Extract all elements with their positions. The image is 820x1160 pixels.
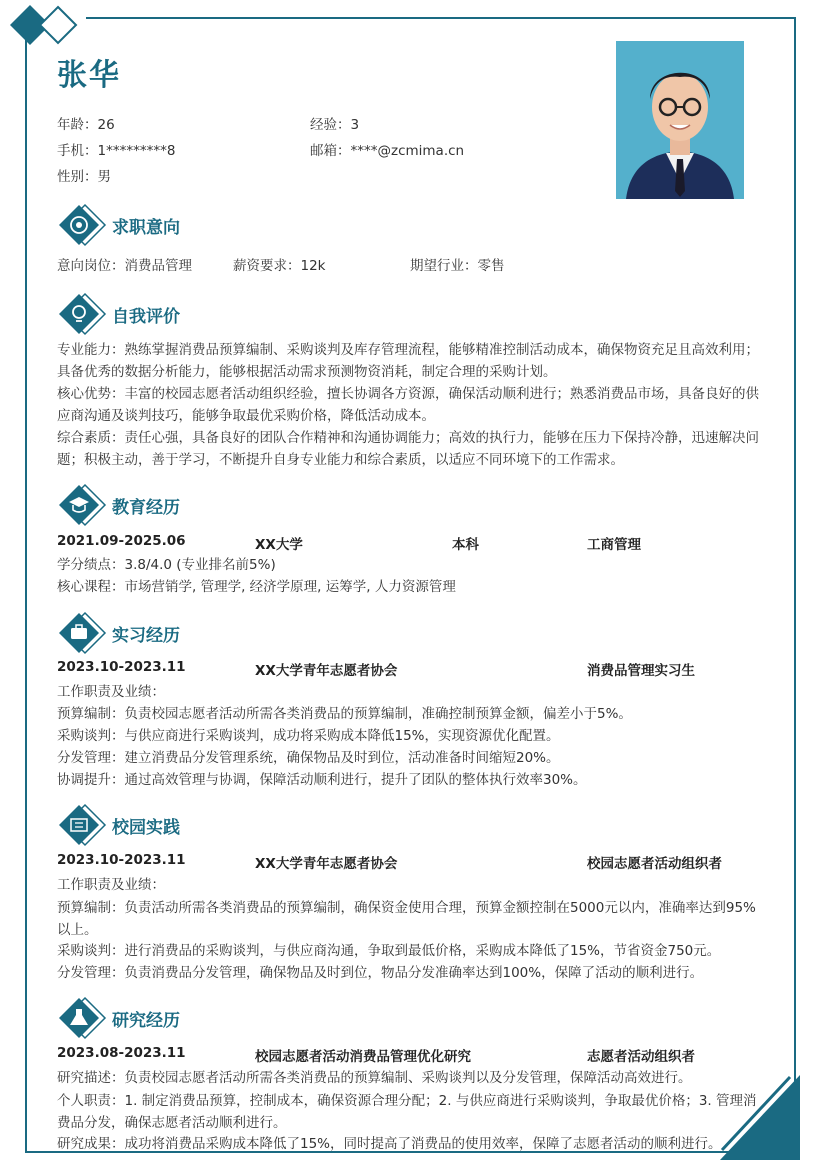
email-field: 邮箱：****@zcmima.cn: [310, 143, 465, 159]
section-title-internship: 实习经历: [112, 626, 180, 646]
research-line: 研究成果：成功将消费品采购成本降低了15%，同时提高了消费品的使用效率，保障了志愿者活动的顺利进行。: [57, 1136, 722, 1152]
profile-photo: [616, 41, 744, 199]
intent-industry: 期望行业：零售: [410, 258, 505, 274]
campus-role: 校园志愿者活动组织者: [587, 856, 722, 872]
section-header-internship: [57, 611, 777, 655]
intern-line: 分发管理：建立消费品分发管理系统，确保物品及时到位，活动准备时间缩短20%。: [57, 750, 560, 766]
intern-line: 协调提升：通过高效管理与协调，保障活动顺利进行，提升了团队的整体执行效率30%。: [57, 772, 587, 788]
intern-line: 预算编制：负责校园志愿者活动所需各类消费品的预算编制，准确控制预算金额，偏差小于5%。: [57, 706, 632, 722]
campus-line: 预算编制：负责活动所需各类消费品的预算编制，确保资金使用合理，预算金额控制在5000元以内，准确率达到95%以上。: [57, 900, 756, 938]
campus-org: XX大学青年志愿者协会: [255, 856, 398, 872]
frame-right-line: [794, 17, 796, 1157]
flask-icon: [57, 996, 109, 1040]
intern-line: 采购谈判：与供应商进行采购谈判，成功将采购成本降低15%，实现资源优化配置。: [57, 728, 560, 744]
experience-field: 经验：3: [310, 117, 360, 133]
intern-role: 消费品管理实习生: [587, 663, 695, 679]
section-title-intent: 求职意向: [112, 218, 180, 238]
research-date: 2023.08-2023.11: [57, 1045, 186, 1061]
campus-line: 采购谈判：进行消费品的采购谈判，与供应商沟通，争取到最低价格，采购成本降低了15%，节省资金750元。: [57, 943, 721, 959]
section-title-campus: 校园实践: [112, 818, 180, 838]
intern-date: 2023.10-2023.11: [57, 659, 186, 675]
lightbulb-icon: [57, 292, 109, 336]
self-eval-professional: 专业能力：熟练掌握消费品预算编制、采购谈判及库存管理流程，能够精准控制活动成本，确保物资充足且高效利用；具备优秀的数据分析能力，能够根据活动需求预测物资消耗，制定合理的采购计划。: [57, 342, 759, 380]
gender-field: 性别：男: [57, 169, 111, 185]
section-title-research: 研究经历: [112, 1011, 180, 1031]
intern-org: XX大学青年志愿者协会: [255, 663, 398, 679]
intern-line: 工作职责及业绩：: [57, 684, 165, 700]
building-icon: [57, 803, 109, 847]
section-title-self: 自我评价: [112, 307, 180, 327]
edu-degree: 本科: [452, 537, 479, 553]
frame-left-line: [25, 40, 27, 1153]
campus-date: 2023.10-2023.11: [57, 852, 186, 868]
age-field: 年龄：26: [57, 117, 115, 133]
self-eval-advantage: 核心优势：丰富的校园志愿者活动组织经验，擅长协调各方资源，确保活动顺利进行；熟悉消费品市场，具备良好的供应商沟通及谈判技巧，能够争取最优采购价格，降低活动成本。: [57, 386, 759, 424]
self-eval-quality: 综合素质：责任心强，具备良好的团队合作精神和沟通协调能力；高效的执行力，能够在压力下保持冷静，迅速解决问题；积极主动，善于学习，不断提升自身专业能力和综合素质，以适应不同环境下的工作需求。: [57, 430, 759, 468]
target-icon: [57, 203, 109, 247]
intent-salary: 薪资要求：12k: [233, 258, 326, 274]
candidate-name: 张华: [57, 58, 121, 93]
phone-field: 手机：1*********8: [57, 143, 176, 159]
diamond-logo-icon: [8, 3, 80, 47]
edu-major: 工商管理: [587, 537, 641, 553]
research-topic: 校园志愿者活动消费品管理优化研究: [255, 1049, 471, 1065]
edu-date: 2021.09-2025.06: [57, 533, 186, 549]
section-header-self: [57, 292, 777, 336]
frame-top-line: [86, 17, 796, 19]
graduation-cap-icon: [57, 483, 109, 527]
research-line: 研究描述：负责校园志愿者活动所需各类消费品的预算编制、采购谈判以及分发管理，保障活动高效进行。: [57, 1070, 692, 1086]
edu-courses: 核心课程：市场营销学, 管理学, 经济学原理, 运筹学, 人力资源管理: [57, 579, 456, 595]
section-header-intent: [57, 203, 777, 247]
section-header-research: [57, 996, 777, 1040]
campus-line: 工作职责及业绩：: [57, 877, 165, 893]
section-title-education: 教育经历: [112, 498, 180, 518]
edu-school: XX大学: [255, 537, 303, 553]
section-header-campus: [57, 803, 777, 847]
campus-line: 分发管理：负责消费品分发管理，确保物品及时到位，物品分发准确率达到100%，保障了活动的顺利进行。: [57, 965, 704, 981]
edu-gpa: 学分绩点：3.8/4.0 (专业排名前5%): [57, 557, 276, 573]
section-header-education: [57, 483, 777, 527]
research-role: 志愿者活动组织者: [587, 1049, 695, 1065]
intent-position: 意向岗位：消费品管理: [57, 258, 192, 274]
briefcase-icon: [57, 611, 109, 655]
research-line: 个人职责：1. 制定消费品预算，控制成本，确保资源合理分配；2. 与供应商进行采购谈判，争取最优价格；3. 管理消费品分发，确保志愿者活动顺利进行。: [57, 1093, 757, 1131]
